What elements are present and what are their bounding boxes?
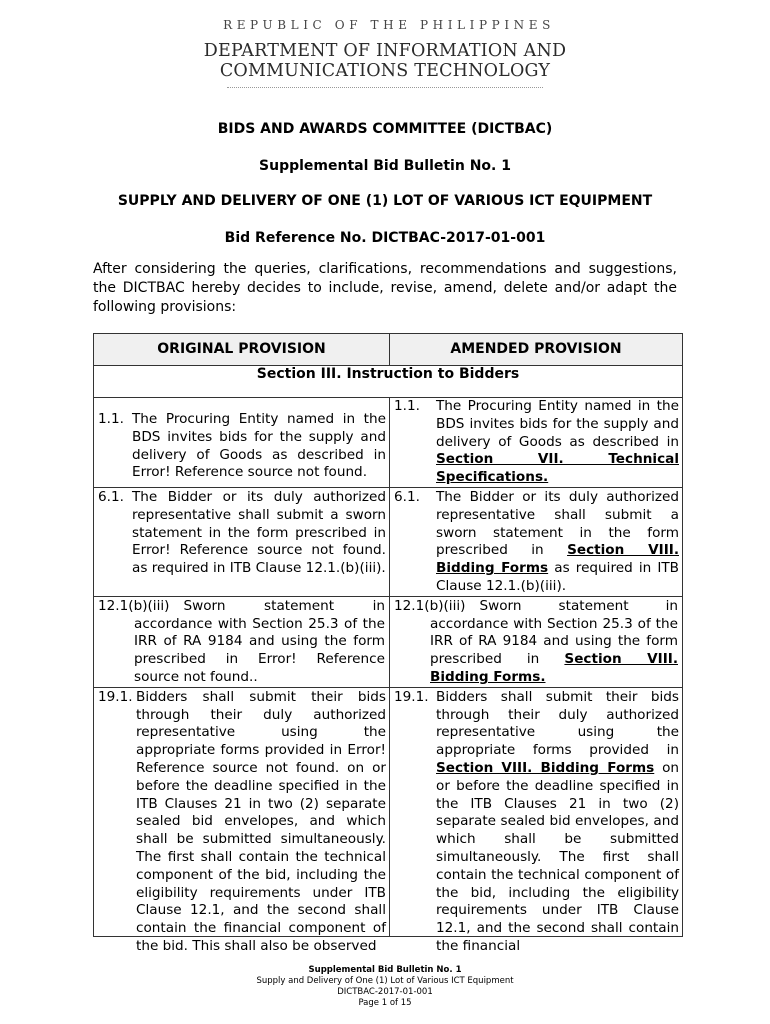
clause-number: 1.1.: [394, 398, 420, 414]
clause-number: 6.1.: [98, 488, 124, 505]
page-footer: [0, 965, 770, 1009]
amended-cell: [390, 596, 683, 687]
clause-body: accordance with Section 25.3 of the IRR of RA 9184 and using the form prescribed in: [430, 615, 678, 668]
provision-item: [94, 597, 389, 687]
cell-clip: [94, 688, 389, 954]
section-reference: Section VII. Technical Specifications.: [436, 451, 679, 486]
clause-text: The Bidder or its duly authorized representative shall submit a sworn statement in the form prescribed in Error! Reference source not found. as required in ITB Clause 12.1.(b)(iii).: [132, 488, 386, 577]
clause-body-end: as required in ITB Clause 12.1.(b)(iii).: [436, 560, 679, 594]
table-row: [94, 596, 683, 687]
amended-cell: [390, 687, 683, 954]
original-cell: [94, 487, 390, 596]
clause-body: The Procuring Entity named in the BDS invites bids for the supply and delivery of Goods as described in: [436, 398, 679, 450]
bulletin-title: Supplemental Bid Bulletin No. 1: [259, 158, 511, 174]
clause-text: accordance with Section 25.3 of the IRR of RA 9184 and using the form prescribed in Error! Reference source not found..: [134, 615, 385, 685]
clause-text: [436, 398, 679, 487]
clause-body: The Bidder or its duly authorized representative shall submit a sworn statement in the form prescribed in: [436, 488, 679, 559]
clause-text: Bidders shall submit their bids through their duly authorized representative using the appropriate forms provided in Error! Reference source not found. on or before the deadline specified in the ITB Clauses 21 in two (2) separate sealed bid envelopes, and which shall be submitted simultaneously. The first shall contain the technical component of the bid, including the eligibility requirements under ITB Clause 12.1, and the second shall contain the financial component of the bid. This shall also be observed: [136, 688, 386, 954]
table-header-row: [94, 334, 683, 366]
clause-number: 6.1.: [394, 488, 420, 505]
department-name: [0, 41, 770, 81]
table-row: [94, 687, 683, 936]
amended-provision-header: AMENDED PROVISION: [390, 334, 683, 366]
provision-item: [390, 597, 682, 687]
clause-body: Bidders shall submit their bids through their duly authorized representative using the appropriate forms provided in: [436, 688, 679, 759]
clause-text: [436, 489, 679, 596]
footer-reference: DICTBAC-2017-01-001: [337, 987, 433, 997]
section-reference: Section VIII. Bidding Forms.: [430, 651, 678, 685]
republic-heading: REPUBLIC OF THE PHILIPPINES: [223, 18, 555, 32]
original-cell: [94, 687, 390, 954]
original-cell: [94, 596, 390, 687]
provision-item: [390, 688, 682, 956]
footer-bulletin: Supplemental Bid Bulletin No. 1: [308, 965, 462, 975]
provision-item: [94, 688, 389, 956]
section-title: Section III. Instruction to Bidders: [94, 366, 683, 398]
letterhead: [0, 18, 770, 88]
department-name-line1: DEPARTMENT OF INFORMATION AND: [203, 41, 567, 61]
clause-first-line: [394, 598, 678, 616]
original-provision-header: ORIGINAL PROVISION: [94, 334, 390, 366]
amended-cell: [390, 398, 683, 488]
clause-text: The Procuring Entity named in the BDS invites bids for the supply and delivery of Goods as described in Error! Reference source not found.: [132, 411, 386, 481]
clause-first-words: Sworn statement in: [183, 597, 385, 614]
provision-item: [390, 488, 682, 596]
committee-title: BIDS AND AWARDS COMMITTEE (DICTBAC): [217, 121, 553, 137]
table-row: [94, 398, 683, 488]
letterhead-divider: [227, 87, 543, 88]
department-name-line2: COMMUNICATIONS TECHNOLOGY: [219, 61, 551, 81]
intro-paragraph: After considering the queries, clarifications, recommendations and suggestions, the DICTBAC hereby decides to include, revise, amend, delete and/or adapt the following provisions:: [93, 261, 677, 315]
clause-first-words: Sworn statement in: [479, 597, 678, 614]
bid-reference: Bid Reference No. DICTBAC-2017-01-001: [224, 230, 546, 246]
clause-text: [436, 689, 679, 956]
section-row: [94, 366, 683, 398]
clause-number: 19.1.: [98, 688, 133, 705]
original-cell: [94, 398, 390, 488]
provision-item: [94, 398, 389, 482]
clause-number: 12.1(b)(iii): [98, 597, 170, 614]
provisions-table: [93, 333, 683, 954]
clause-number: 1.1.: [98, 411, 124, 427]
provision-item: [390, 398, 682, 487]
footer-project: Supply and Delivery of One (1) Lot of Various ICT Equipment: [256, 976, 514, 986]
section-reference: Section VIII. Bidding Forms: [436, 759, 655, 776]
clause-body-end: on or before the deadline specified in the ITB Clauses 21 in two (2) separate sealed bid envelopes, and which shall be submitted simultaneously. The first shall contain the technical component of the bid, including the eligibility requirements under ITB Clause 12.1, and the second shall contain the financial: [436, 759, 679, 954]
project-title: SUPPLY AND DELIVERY OF ONE (1) LOT OF VARIOUS ICT EQUIPMENT: [117, 193, 653, 209]
clause-first-line: [98, 598, 385, 616]
section-reference: Section VIII. Bidding Forms: [436, 542, 679, 577]
clause-number: 12.1(b)(iii): [394, 597, 466, 614]
provision-item: [94, 488, 389, 578]
footer-page-number: Page 1 of 15: [358, 998, 412, 1008]
amended-cell: [390, 487, 683, 596]
clause-text: [394, 616, 678, 687]
table-row: [94, 487, 683, 596]
cell-clip: [390, 688, 682, 954]
clause-number: 19.1.: [394, 688, 429, 705]
